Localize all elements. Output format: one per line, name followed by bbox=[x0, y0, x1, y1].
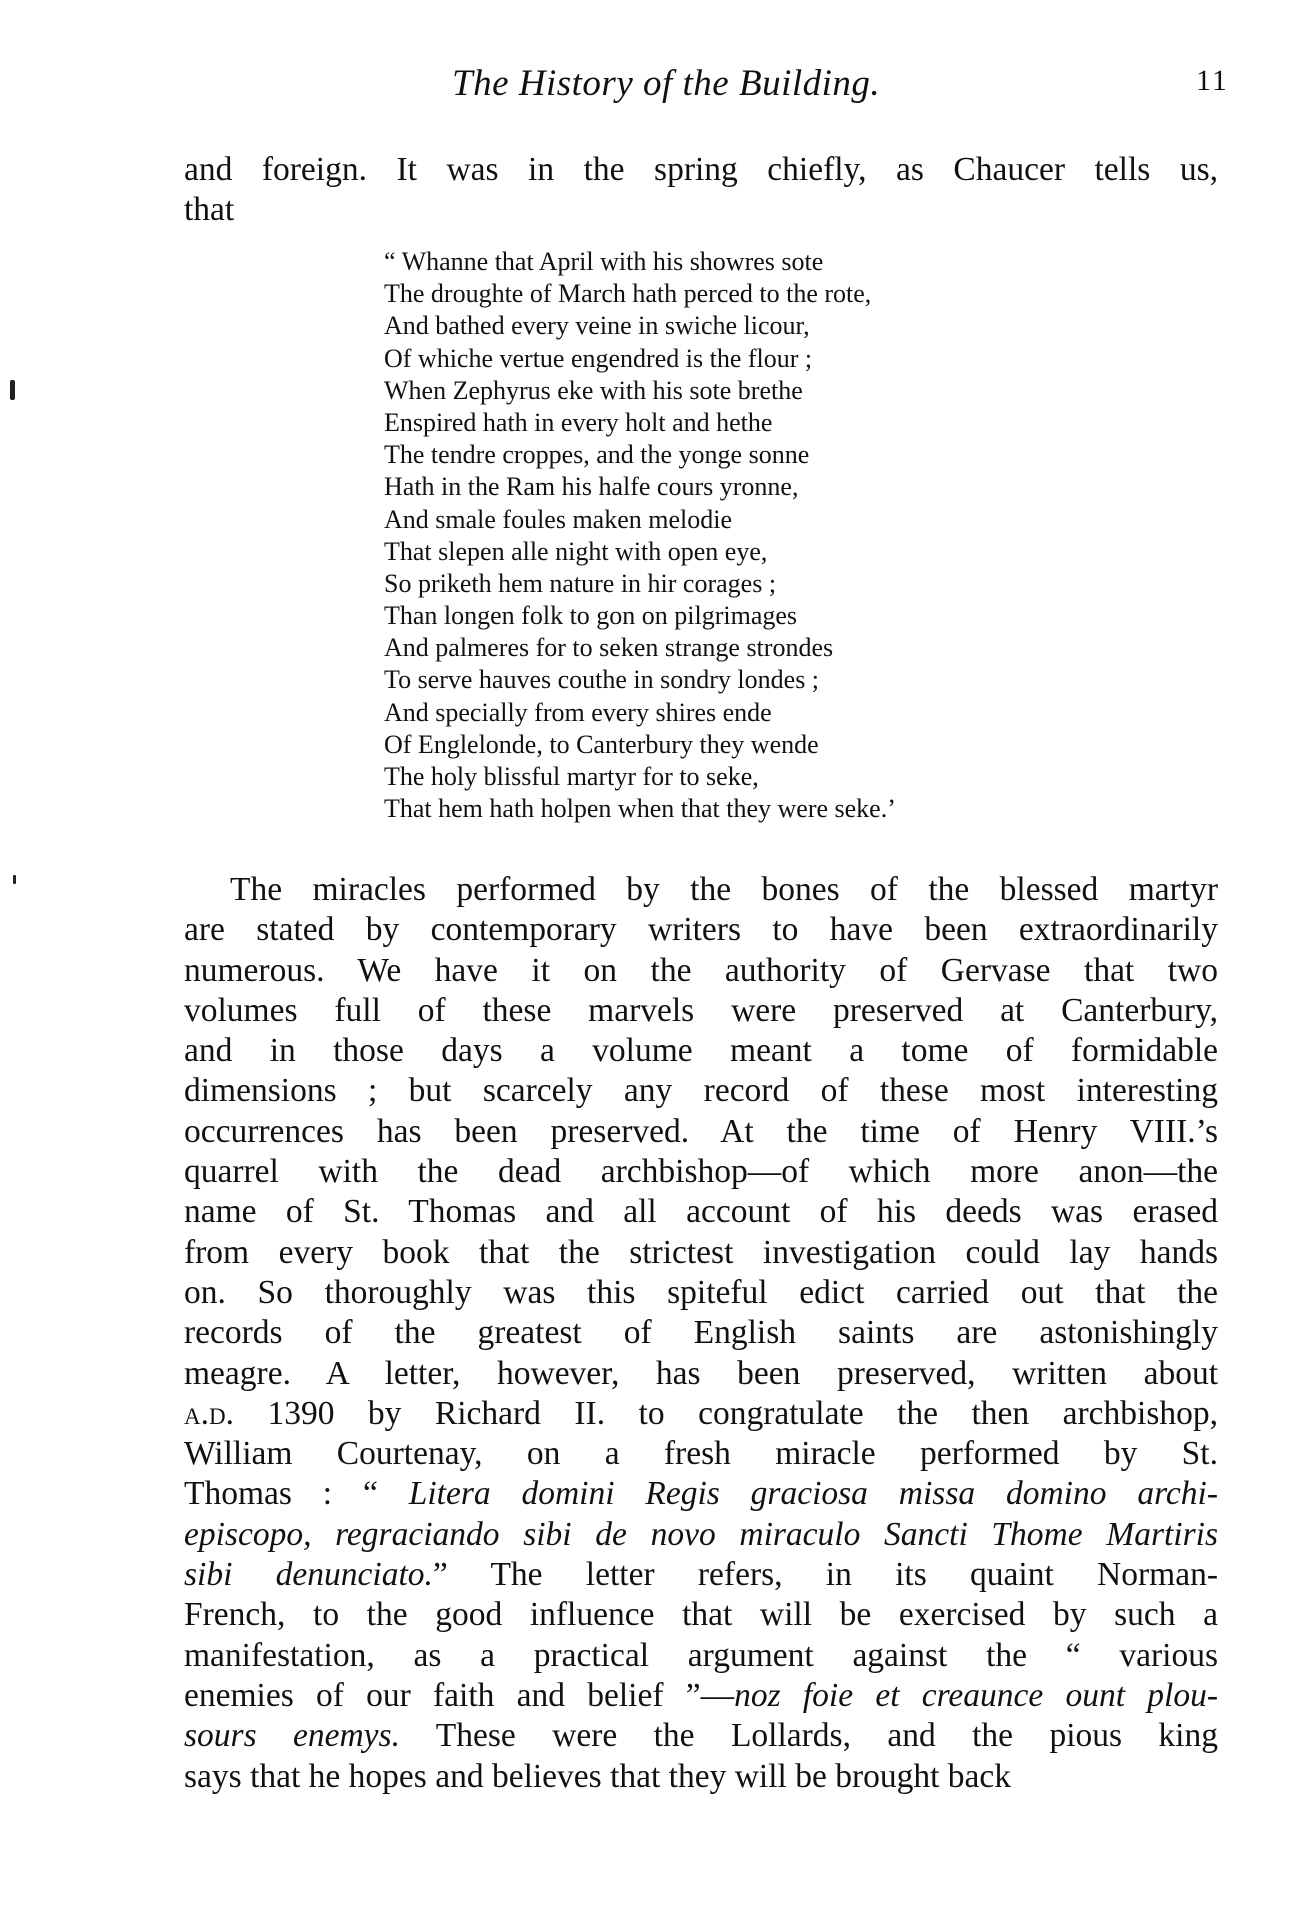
text-line bbox=[184, 1112, 1218, 1152]
text-segment: from every book that the strictest investigation could lay hands bbox=[184, 1233, 1218, 1271]
text-line bbox=[184, 951, 1218, 991]
text-line bbox=[184, 1233, 1218, 1273]
poem-line: And bathed every veine in swiche licour, bbox=[384, 311, 810, 341]
text-line bbox=[184, 190, 1218, 230]
text-line bbox=[184, 1071, 1218, 1111]
text-line bbox=[184, 1716, 1218, 1756]
running-title: The History of the Building. bbox=[452, 63, 881, 104]
poem-line: And palmeres for to seken strange strondes bbox=[384, 633, 834, 663]
italic-latin-text: episcopo, regraciando sibi de novo miraculo Sancti Thome Martiris bbox=[184, 1515, 1218, 1553]
text-segment: on. So thoroughly was this spiteful edict carried out that the bbox=[184, 1273, 1218, 1311]
text-line bbox=[184, 1273, 1218, 1313]
text-segment: volumes full of these marvels were preserved at Canterbury, bbox=[184, 991, 1218, 1029]
poem-line: To serve hauves couthe in sondry londes ; bbox=[384, 665, 820, 695]
text-segment: meagre. A letter, however, has been preserved, written about bbox=[184, 1354, 1218, 1392]
text-line bbox=[184, 1555, 1218, 1595]
text-line bbox=[184, 910, 1218, 950]
text-line bbox=[184, 150, 1218, 190]
text-segment: manifestation, as a practical argument against the “ various bbox=[184, 1636, 1218, 1674]
text-segment: French, to the good influence that will be exercised by such a bbox=[184, 1596, 1218, 1634]
text-line bbox=[184, 1031, 1218, 1071]
text-segment: says that he hopes and believes that they will be brought back bbox=[184, 1757, 1012, 1795]
poem-line: The holy blissful martyr for to seke, bbox=[384, 762, 759, 791]
text-line bbox=[184, 1434, 1218, 1474]
poem-line: Than longen folk to gon on pilgrimages bbox=[384, 601, 798, 631]
chaucer-quotation bbox=[384, 246, 896, 825]
text-segment: dimensions ; but scarcely any record of these most interesting bbox=[184, 1072, 1218, 1110]
poem-line: And smale foules maken melodie bbox=[384, 504, 733, 534]
main-paragraph bbox=[184, 870, 1218, 1797]
text-segment: occurrences has been preserved. At the time of Henry VIII.’s bbox=[184, 1112, 1218, 1150]
text-segment: enemies of our faith and belief ”— bbox=[184, 1676, 735, 1714]
poem-line: Of whiche vertue engendred is the flour ; bbox=[384, 343, 813, 373]
intro-paragraph bbox=[184, 150, 1218, 231]
text-line bbox=[184, 1515, 1218, 1555]
text-line bbox=[184, 1474, 1218, 1514]
poem-line: Of Englelonde, to Canterbury they wende bbox=[384, 729, 819, 759]
text-line bbox=[184, 991, 1218, 1031]
text-segment: quarrel with the dead archbishop—of which more anon—the bbox=[184, 1153, 1218, 1191]
text-line bbox=[184, 1676, 1218, 1716]
text-line bbox=[184, 1595, 1218, 1635]
text-segment: are stated by contemporary writers to have been extraordinarily bbox=[184, 911, 1218, 949]
poem-line: So priketh hem nature in hir corages ; bbox=[384, 568, 777, 598]
italic-latin-text: noz foie et creaunce ount plou- bbox=[734, 1676, 1218, 1714]
poem-line: The tendre croppes, and the yonge sonne bbox=[384, 440, 810, 470]
text-segment: and in those days a volume meant a tome of formidable bbox=[184, 1032, 1218, 1070]
text-segment: ” The letter refers, in its quaint Norman- bbox=[432, 1556, 1218, 1594]
text-segment: William Courtenay, on a fresh miracle performed by St. bbox=[184, 1435, 1218, 1473]
text-line bbox=[184, 1354, 1218, 1394]
text-segment: Thomas : “ bbox=[184, 1475, 409, 1513]
italic-latin-text: Litera domini Regis graciosa missa domino archi- bbox=[408, 1475, 1218, 1513]
text-line bbox=[184, 1152, 1218, 1192]
text-line bbox=[184, 1192, 1218, 1232]
text-segment: records of the greatest of English saints are astonishingly bbox=[184, 1314, 1218, 1352]
poem-line: The droughte of March hath perced to the rote, bbox=[384, 279, 872, 309]
poem-line: And specially from every shires ende bbox=[384, 697, 772, 727]
poem-line: Enspired hath in every holt and hethe bbox=[384, 407, 773, 437]
margin-speck bbox=[13, 875, 16, 884]
page-number: 11 bbox=[1196, 64, 1229, 97]
italic-latin-text: sibi denunciato. bbox=[184, 1556, 433, 1594]
margin-speck bbox=[10, 380, 15, 400]
poem-line: That hem hath holpen when that they were seke.’ bbox=[384, 794, 896, 824]
running-header bbox=[0, 62, 1300, 106]
poem-line: Hath in the Ram his halfe cours yronne, bbox=[384, 472, 799, 502]
poem-line: “ Whanne that April with his showres sote bbox=[384, 247, 824, 276]
text-line bbox=[184, 1313, 1218, 1353]
text-segment: numerous. We have it on the authority of Gervase that two bbox=[184, 951, 1218, 989]
text-line bbox=[184, 1757, 1218, 1797]
text-segment: that bbox=[184, 191, 235, 229]
text-segment: 1390 by Richard II. to congratulate the then archbishop, bbox=[233, 1394, 1218, 1432]
text-segment: These were the Lollards, and the pious king bbox=[399, 1717, 1218, 1755]
text-line bbox=[184, 1394, 1218, 1434]
text-segment: The miracles performed by the bones of the blessed martyr bbox=[230, 871, 1218, 908]
text-line bbox=[184, 1636, 1218, 1676]
text-segment: a.d. bbox=[184, 1394, 234, 1432]
italic-latin-text: sours enemys. bbox=[184, 1717, 400, 1755]
text-segment: name of St. Thomas and all account of his deeds was erased bbox=[184, 1193, 1218, 1231]
poem-line: That slepen alle night with open eye, bbox=[384, 536, 768, 566]
text-line bbox=[184, 870, 1218, 910]
text-segment: and foreign. It was in the spring chiefly, as Chaucer tells us, bbox=[184, 151, 1218, 188]
poem-line: When Zephyrus eke with his sote brethe bbox=[384, 375, 803, 405]
